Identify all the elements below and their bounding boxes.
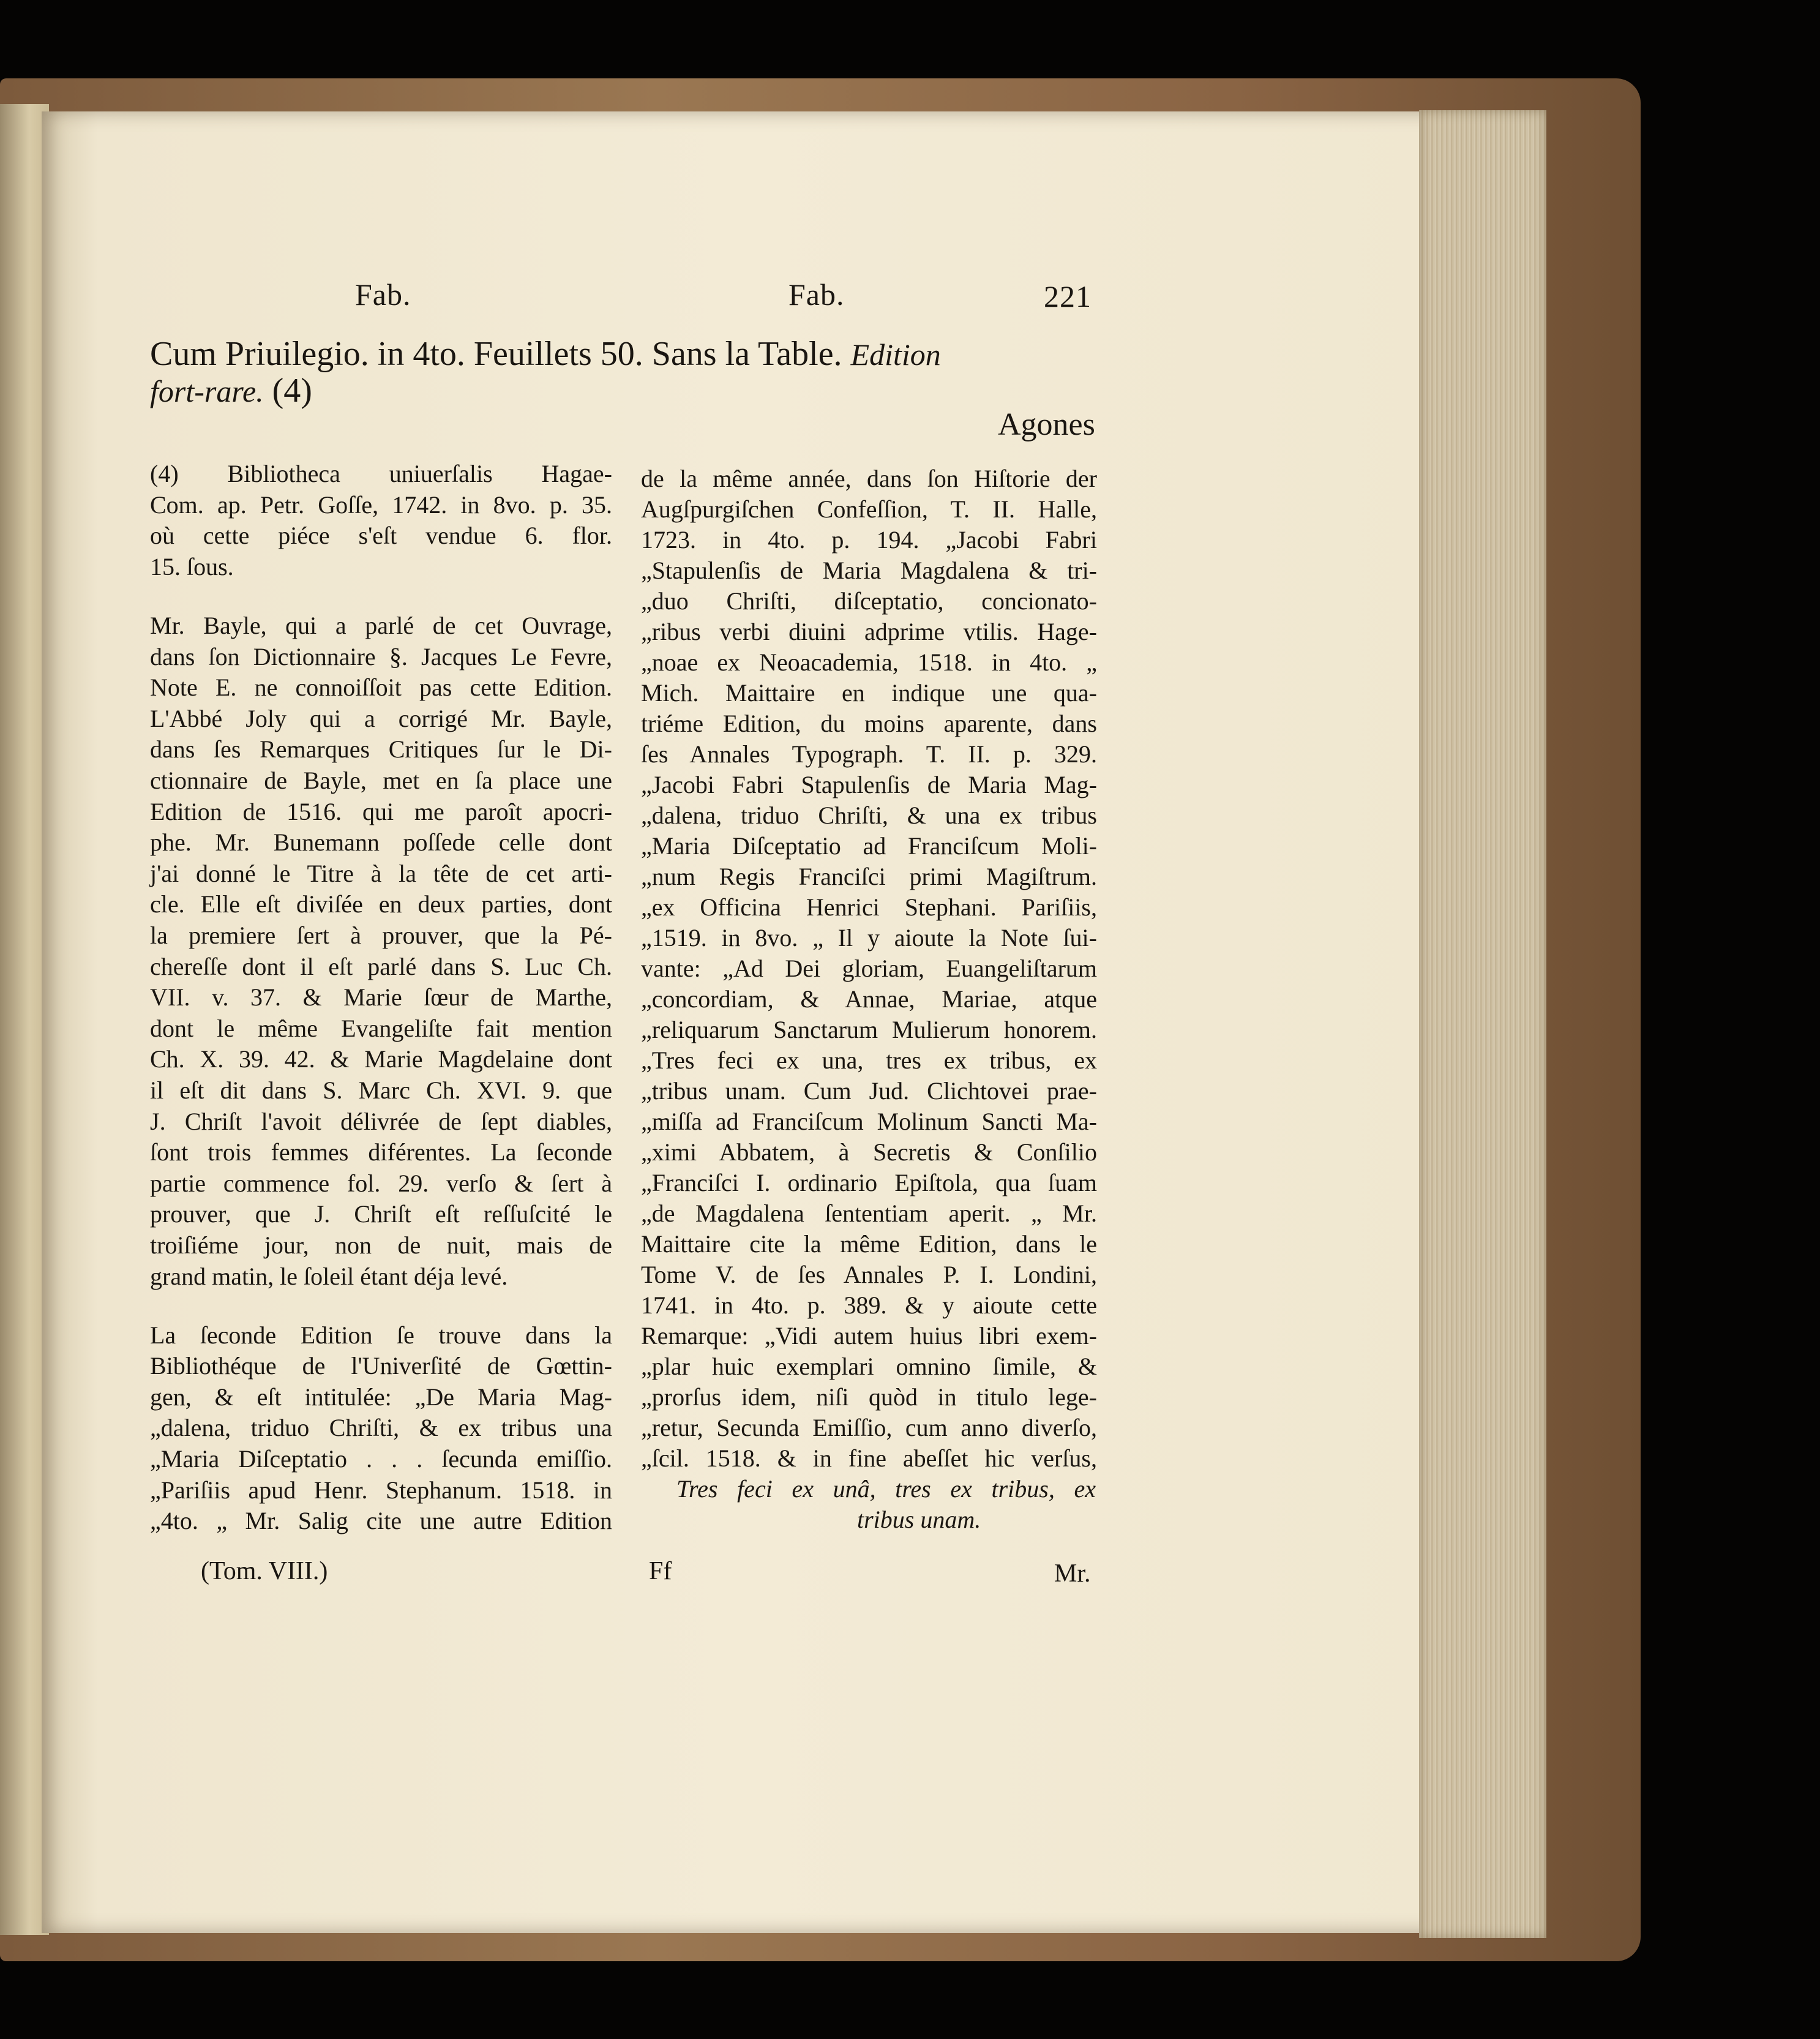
right-column-line: „noae ex Neoacademia, 1518. in 4to. „ <box>641 648 1097 676</box>
right-column-line: „ex Officina Henrici Stephani. Pariſiis, <box>641 893 1097 921</box>
right-column-line: „retur, Secunda Emiſſio, cum anno diverſo, <box>641 1414 1097 1441</box>
left-column-line: gen, & eſt intitulée: „De Maria Mag- <box>150 1383 612 1411</box>
left-column-line: Bibliothéque de l'Univerſité de Gœttin- <box>150 1352 612 1380</box>
right-column-line: „prorſus idem, niſi quòd in titulo lege- <box>641 1383 1097 1411</box>
left-column-line: la premiere ſert à prouver, que la Pé- <box>150 921 612 949</box>
right-column-line: „ſcil. 1518. & in fine abeſſet hic verſus, <box>641 1444 1097 1472</box>
left-column-line: phe. Mr. Bunemann poſſede celle dont <box>150 828 612 857</box>
page-block-edge <box>1419 110 1546 1938</box>
right-column-line: tribus unam. <box>857 1506 981 1533</box>
right-column-line: „Franciſci I. ordinario Epiſtola, qua ſuam <box>641 1169 1097 1196</box>
right-running-head: Fab. <box>788 277 845 312</box>
right-column-line: „plar huic exemplari omnino ſimile, & <box>641 1353 1097 1380</box>
left-column-line: où cette piéce s'eſt vendue 6. flor. <box>150 522 612 550</box>
intro-line-1-text: Cum Priuilegio. in 4to. Feuillets 50. Sans la Table. <box>150 335 842 373</box>
left-column-line: chereſſe dont il eſt parlé dans S. Luc Ch. <box>150 952 612 980</box>
right-column-line: „ribus verbi diuini adprime vtilis. Hage- <box>641 618 1097 645</box>
left-column-line: cle. Elle eſt diviſée en deux parties, dont <box>150 890 612 918</box>
left-column-line: dans ſes Remarques Critiques ſur le Di- <box>150 735 612 764</box>
right-column-line: „num Regis Franciſci primi Magiſtrum. <box>641 863 1097 890</box>
left-column-line: ctionnaire de Bayle, met en ſa place une <box>150 766 612 794</box>
page-number: 221 <box>1044 279 1092 314</box>
right-column-line: 1723. in 4to. p. 194. „Jacobi Fabri <box>641 526 1097 554</box>
right-column-line: Augſpurgiſchen Confeſſion, T. II. Halle, <box>641 495 1097 523</box>
left-column-line: j'ai donné le Titre à la tête de cet arti- <box>150 859 612 887</box>
intro-line-1-italic: Edition <box>850 337 941 372</box>
right-column-line: vante: „Ad Dei gloriam, Euangeliſtarum <box>641 955 1097 982</box>
left-column-line: J. Chriſt l'avoit délivrée de ſept diables, <box>150 1107 612 1135</box>
left-column-line: il eſt dit dans S. Marc Ch. XVI. 9. que <box>150 1076 612 1104</box>
right-column-line: „Maria Diſceptatio ad Franciſcum Moli- <box>641 832 1097 860</box>
right-column-line: de la même année, dans ſon Hiſtorie der <box>641 465 1097 492</box>
left-column-line: Ch. X. 39. 42. & Marie Magdelaine dont <box>150 1045 612 1073</box>
left-running-head: Fab. <box>355 277 411 312</box>
right-column-line: „1519. in 8vo. „ Il y aioute la Note ſui- <box>641 924 1097 952</box>
right-column-line: „dalena, triduo Chriſti, & una ex tribus <box>641 802 1097 829</box>
intro-line-1 <box>150 337 941 371</box>
left-column-line: (4) Bibliotheca uniuerſalis Hagae- <box>150 460 612 487</box>
left-column-line: „dalena, triduo Chriſti, & ex tribus una <box>150 1414 612 1442</box>
left-column-line: „4to. „ Mr. Salig cite une autre Edition <box>150 1507 612 1535</box>
right-column-line: triéme Edition, du moins aparente, dans <box>641 710 1097 737</box>
right-column-line: „concordiam, & Annae, Mariae, atque <box>641 985 1097 1013</box>
left-column-line: La ſeconde Edition ſe trouve dans la <box>150 1321 612 1349</box>
left-column-line: Note E. ne connoiſſoit pas cette Edition. <box>150 674 612 702</box>
left-column-line: „Pariſiis apud Henr. Stephanum. 1518. in <box>150 1476 612 1504</box>
left-column-line: Edition de 1516. qui me paroît apocri- <box>150 797 612 825</box>
next-heading: Agones <box>998 407 1095 442</box>
right-column-line: „duo Chriſti, diſceptatio, concionato- <box>641 587 1097 615</box>
left-column-line: L'Abbé Joly qui a corrigé Mr. Bayle, <box>150 704 612 732</box>
right-column-line: „Jacobi Fabri Stapulenſis de Maria Mag- <box>641 771 1097 798</box>
right-column-line: „ximi Abbatem, à Secretis & Conſilio <box>641 1138 1097 1166</box>
left-column-line: Com. ap. Petr. Goſſe, 1742. in 8vo. p. 35. <box>150 490 612 519</box>
intro-line-2-rest: (4) <box>272 372 312 410</box>
left-column-line: VII. v. 37. & Marie ſœur de Marthe, <box>150 983 612 1012</box>
left-column-line: partie commence fol. 29. verſo & ſert à <box>150 1169 612 1197</box>
right-column-line: „reliquarum Sanctarum Mulierum honorem. <box>641 1016 1097 1043</box>
left-column-line: grand matin, le ſoleil étant déja levé. <box>150 1262 508 1290</box>
left-column-line: troiſiéme jour, non de nuit, mais de <box>150 1231 612 1259</box>
footer-catchword: Mr. <box>1054 1560 1091 1588</box>
right-column-line: „de Magdalena ſententiam aperit. „ Mr. <box>641 1200 1097 1227</box>
right-column-line: 1741. in 4to. p. 389. & y aioute cette <box>641 1291 1097 1319</box>
footer-volume: (Tom. VIII.) <box>201 1557 328 1585</box>
right-column-line: Mich. Maittaire en indique une qua- <box>641 679 1097 707</box>
right-column-line: „miſſa ad Franciſcum Molinum Sancti Ma- <box>641 1108 1097 1135</box>
right-column-line: Tres feci ex unâ, tres ex tribus, ex <box>676 1475 1096 1503</box>
right-column-line: „Tres feci ex una, tres ex tribus, ex <box>641 1046 1097 1074</box>
left-column-line: Mr. Bayle, qui a parlé de cet Ouvrage, <box>150 611 612 639</box>
right-column-line: ſes Annales Typograph. T. II. p. 329. <box>641 740 1097 768</box>
left-column-line: dont le même Evangeliſte fait mention <box>150 1014 612 1042</box>
intro-line-2 <box>150 374 312 408</box>
right-column-line: Tome V. de ſes Annales P. I. Londini, <box>641 1261 1097 1288</box>
footer-signature: Ff <box>649 1557 672 1585</box>
left-column-line: ſont trois femmes diférentes. La ſeconde <box>150 1138 612 1166</box>
right-column-line: „tribus unam. Cum Jud. Clichtovei prae- <box>641 1077 1097 1105</box>
right-column-line: „Stapulenſis de Maria Magdalena & tri- <box>641 557 1097 584</box>
right-column-line: Remarque: „Vidi autem huius libri exem- <box>641 1322 1097 1350</box>
right-column-line: Maittaire cite la même Edition, dans le <box>641 1230 1097 1258</box>
left-column-line: „Maria Diſceptatio . . . ſecunda emiſſio. <box>150 1445 612 1473</box>
left-column-line: prouver, que J. Chriſt eſt reſſuſcité le <box>150 1200 612 1228</box>
left-column-line: dans ſon Dictionnaire §. Jacques Le Fevre, <box>150 642 612 670</box>
intro-line-2-italic: fort-rare. <box>150 374 264 408</box>
left-column-line: 15. ſous. <box>150 552 234 580</box>
